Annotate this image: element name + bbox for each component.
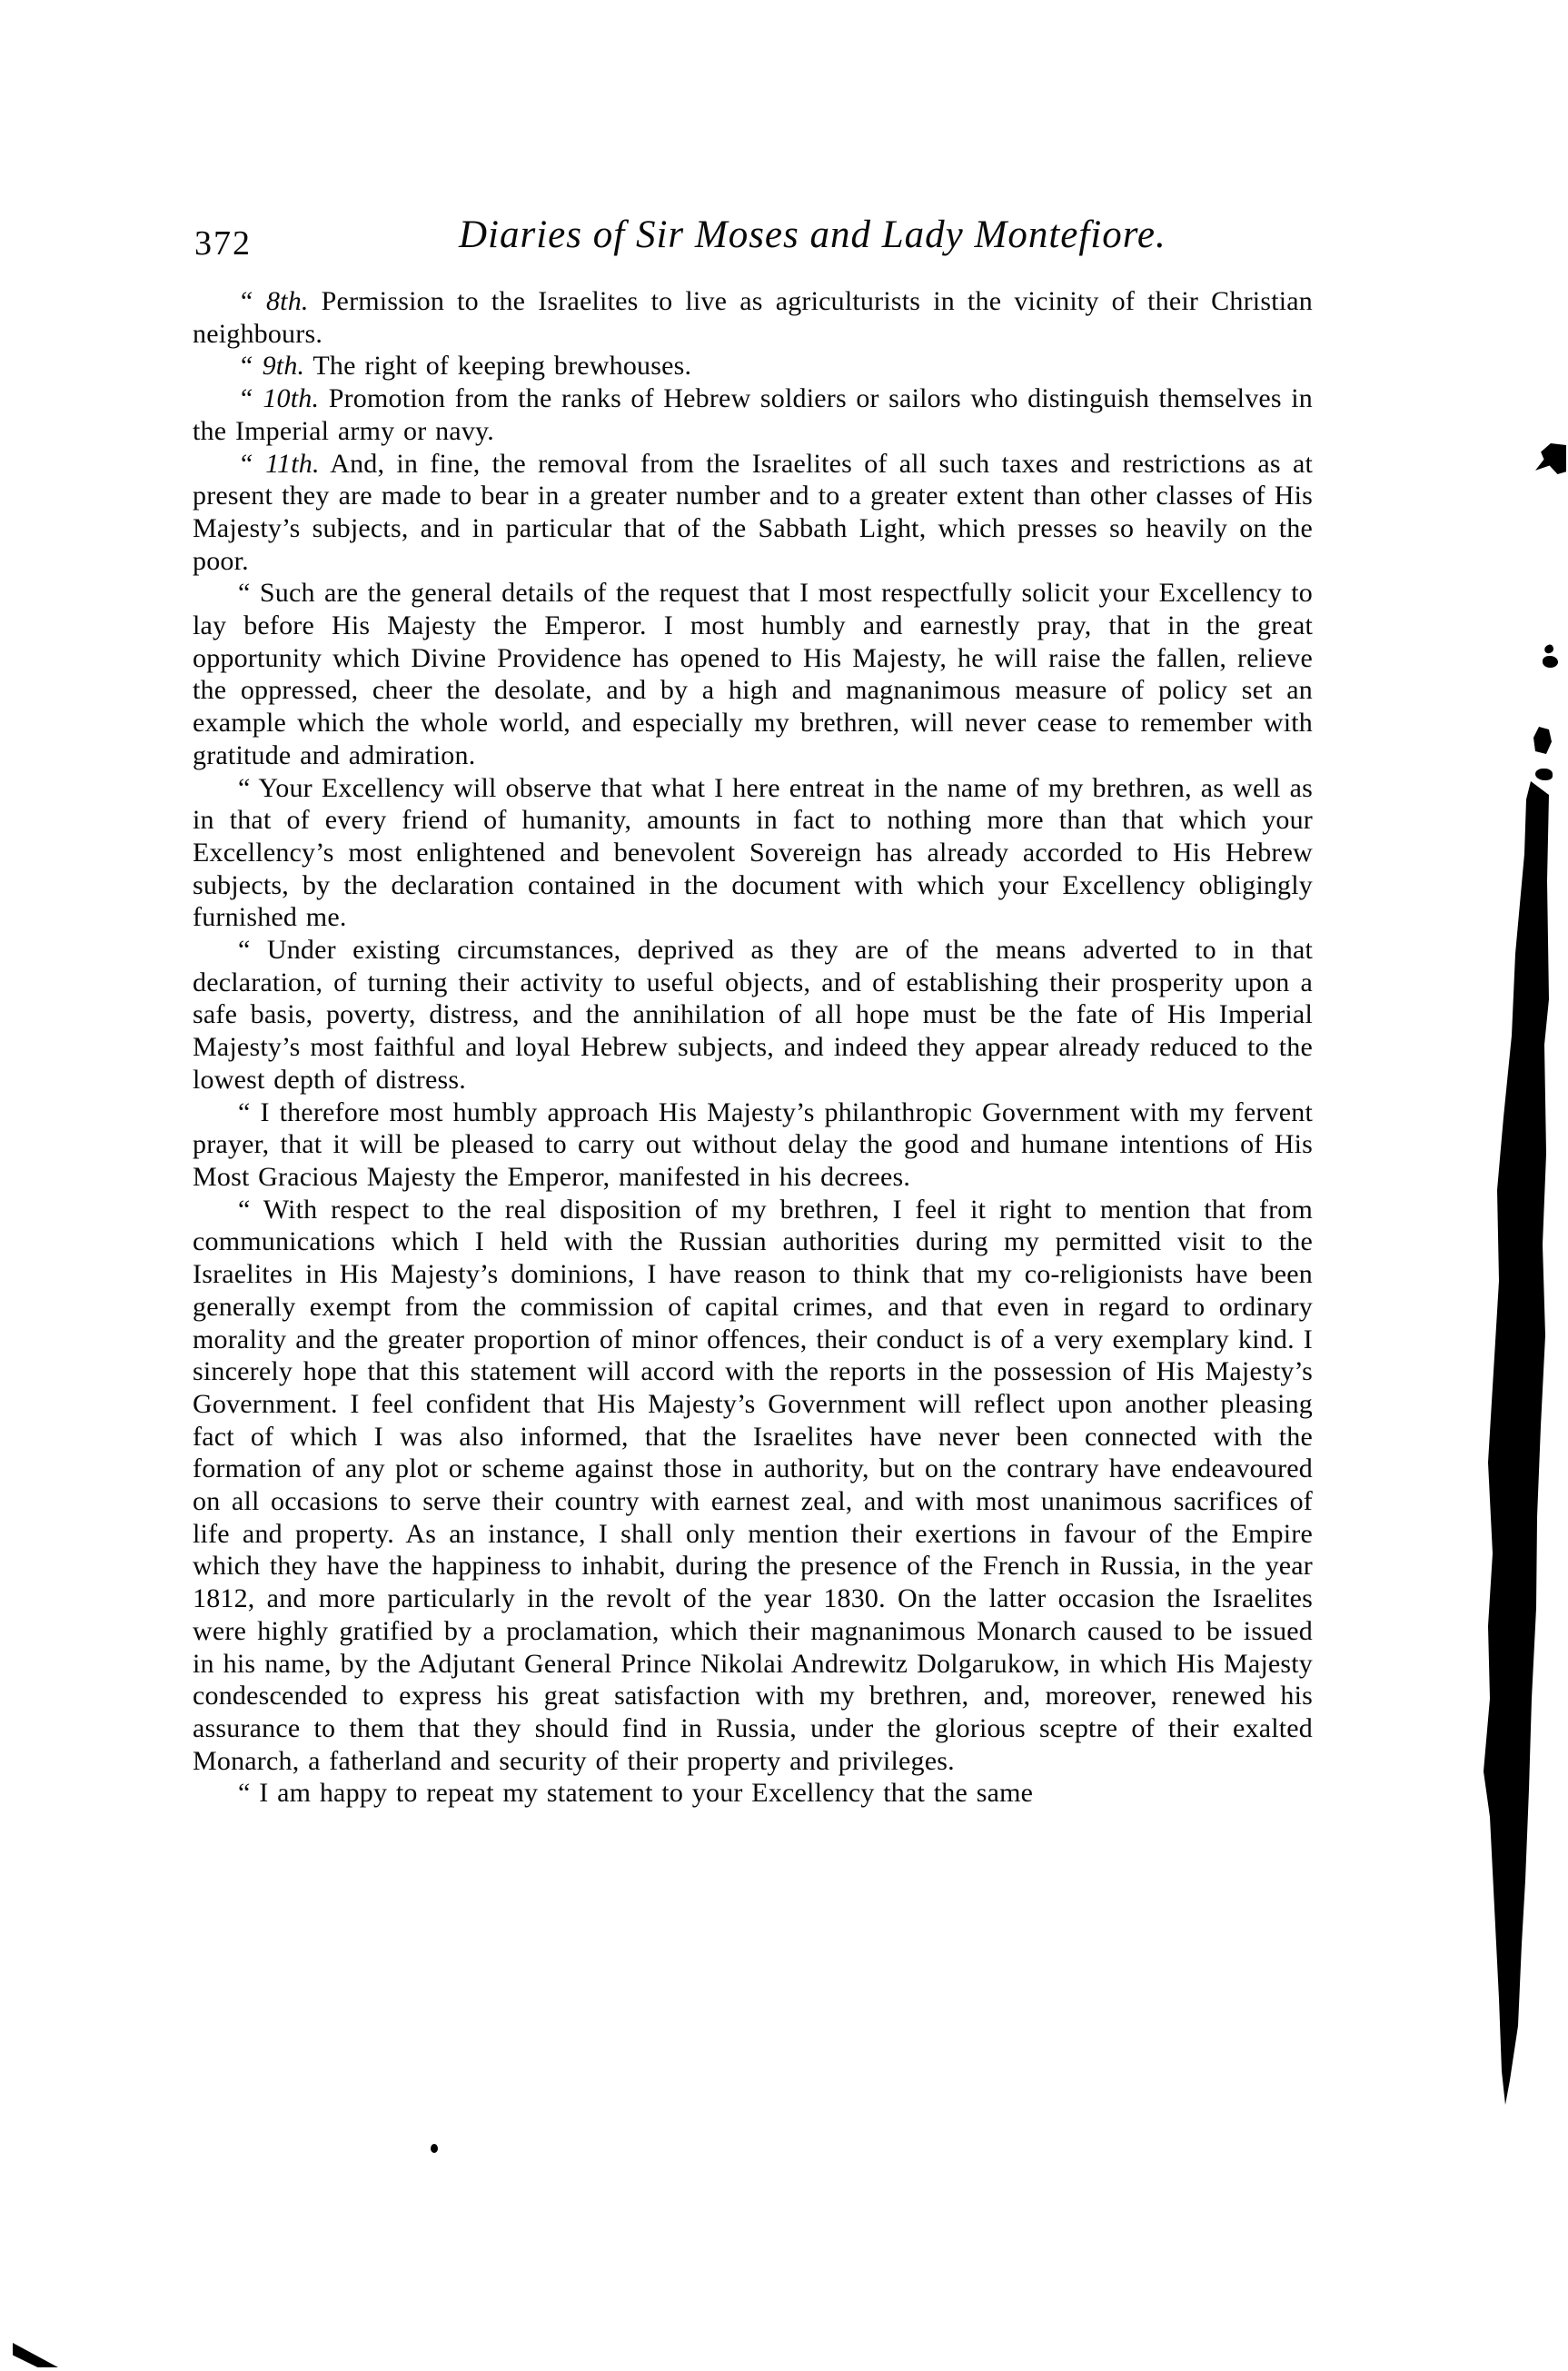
- paragraph-text: “ With respect to the real disposition of my brethren, I feel it right to mention that from communications which I held with the Russian authorities during my permitted visit to the Israelites in His Majesty’s dominions, I have reason to think that my co-religionists have been generally exempt from the commission of capital crimes, and that even in regard to ordinary morality and the greater proportion of minor offences, their conduct is of a very exemplary kind. I sincerely hope that this statement will accord with the reports in the possession of His Majesty’s Government. I feel confident that His Majesty’s Government will reflect upon another pleasing fact of which I was also informed, that the Israelites have never been connected with the formation of any plot or scheme against those in authority, but on the contrary have endeavoured on all occasions to serve their country with earnest zeal, and with most unanimous sacrifices of life and property. As an instance, I shall only mention their exertions in favour of the Empire which they have the happiness to inhabit, during the presence of the French in Russia, in the year 1812, and more particularly in the revolt of the year 1830. On the latter occasion the Israelites were highly gratified by a proclamation, which their magnanimous Monarch caused to be issued in his name, by the Adjutant General Prince Nikolai Andrewitz Dolgarukow, in which His Majesty condescended to express his great satisfaction with my brethren, and, moreover, renewed his assurance to them that they should find in Russia, under the glorious sceptre of their exalted Monarch, a fatherland and security of their property and privileges.: [193, 1194, 1313, 1776]
- paragraph-text: “ Under existing circumstances, deprived as they are of the means adverted to in that declaration, of turning their activity to useful objects, and of establishing their prosperity upon a safe basis, poverty, distress, and the annihilation of all hope must be the fate of His Imperial Majesty’s most faithful and loyal Hebrew subjects, and indeed they appear already reduced to the lowest depth of distress.: [193, 935, 1313, 1095]
- paragraph: [193, 382, 1313, 447]
- paragraph-lead: “ 9th.: [238, 351, 305, 382]
- ink-smudge-icon: [1533, 727, 1552, 754]
- paragraph: [193, 934, 1313, 1096]
- ink-corner-mark-icon: [13, 2340, 58, 2367]
- paragraph-text: “ Your Excellency will observe that what I here entreat in the name of my brethren, as well as in that of every friend of humanity, amounts in fact to nothing more than that which your Excellency’s most enlightened and benevolent Sovereign has already accorded to His Hebrew subjects, by the declaration contained in the document with which your Excellency obligingly furnished me.: [193, 772, 1313, 933]
- paragraph-text: And, in fine, the removal from the Israelites of all such taxes and restrictions as at present they are made to bear in a greater number and to a greater extent than other classes of His Majesty’s subjects, and in particular that of the Sabbath Light, which presses so heavily on the poor.: [193, 448, 1313, 576]
- paragraph: [193, 285, 1313, 350]
- paragraph: [193, 772, 1313, 935]
- letter-text-block: [193, 285, 1313, 1810]
- ink-streak-icon: [1454, 772, 1568, 2117]
- paragraph-text: “ I therefore most humbly approach His Majesty’s philanthropic Government with my fervent prayer, that it will be pleased to carry out without delay the good and humane intentions of His Most Gracious Majesty the Emperor, manifested in his decrees.: [193, 1096, 1313, 1192]
- paragraph-lead: “ 11th.: [238, 448, 320, 479]
- paragraph-text: Promotion from the ranks of Hebrew soldiers or sailors who distinguish themselves in the Imperial army or navy.: [193, 383, 1314, 446]
- page-number: 372: [194, 224, 252, 263]
- ink-dot-icon: [431, 2144, 438, 2153]
- paragraph-lead: “ 10th.: [238, 383, 320, 414]
- ink-smudge-icon: [1535, 443, 1566, 474]
- running-title: Diaries of Sir Moses and Lady Montefiore.: [459, 213, 1166, 256]
- paragraph: [193, 1194, 1313, 1778]
- paragraph: [193, 448, 1313, 578]
- paragraph-text: “ Such are the general details of the request that I most respectfully solicit your Excellency to lay before His Majesty the Emperor. I most humbly and earnestly pray, that in the great opportunity which Divine Providence has opened to His Majesty, he will raise the fallen, relieve the oppressed, cheer the desolate, and by a high and magnanimous measure of policy set an example which the whole world, and especially my brethren, will never cease to remember with gratitude and admiration.: [193, 578, 1313, 770]
- paragraph: [193, 350, 1313, 382]
- paragraph: [193, 577, 1313, 771]
- paragraph-text: Permission to the Israelites to live as agriculturists in the vicinity of their Christian neighbours.: [193, 286, 1313, 349]
- paragraph-lead: “ 8th.: [238, 286, 309, 316]
- paragraph-text: The right of keeping brewhouses.: [313, 351, 692, 382]
- ink-speck-icon: [1543, 644, 1554, 655]
- paragraph: [193, 1777, 1313, 1810]
- paragraph-text: “ I am happy to repeat my statement to your Excellency that the same: [238, 1778, 1034, 1809]
- paragraph: [193, 1096, 1313, 1194]
- ink-speck-icon: [1543, 656, 1558, 668]
